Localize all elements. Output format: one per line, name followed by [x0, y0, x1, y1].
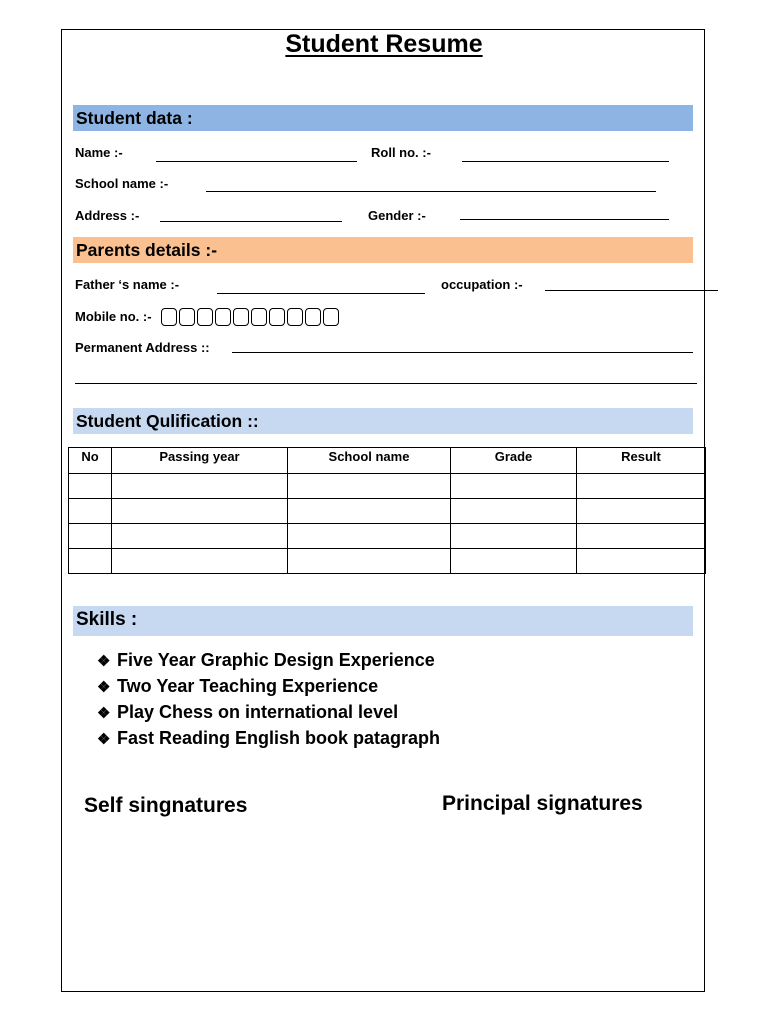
list-item: [97, 700, 440, 726]
table-row: [69, 524, 706, 549]
roll-no-label: Roll no. :-: [371, 145, 431, 160]
self-signature-label: Self singnatures: [84, 794, 248, 817]
skill-text: Play Chess on international level: [117, 702, 399, 722]
table-cell[interactable]: [288, 499, 451, 524]
table-cell[interactable]: [69, 499, 112, 524]
name-label: Name :-: [75, 145, 123, 160]
gender-field[interactable]: [460, 219, 669, 220]
table-cell[interactable]: [69, 474, 112, 499]
col-header-result: Result: [577, 448, 706, 474]
section-parents-details: Parents details :-: [73, 237, 693, 263]
address-field[interactable]: [160, 221, 342, 222]
four-diamond-bullet-icon: ❖: [97, 731, 111, 748]
occupation-label: occupation :-: [441, 277, 523, 292]
school-name-label: School name :-: [75, 176, 169, 191]
col-header-grade: Grade: [451, 448, 577, 474]
list-item: [97, 674, 440, 700]
table-cell[interactable]: [451, 549, 577, 574]
table-cell[interactable]: [69, 549, 112, 574]
skill-text: Two Year Teaching Experience: [117, 676, 379, 696]
table-cell[interactable]: [112, 474, 288, 499]
table-row: [69, 474, 706, 499]
gender-label: Gender :-: [368, 208, 426, 223]
mobile-digit-box[interactable]: [305, 308, 321, 326]
section-student-data: Student data :: [73, 105, 693, 131]
table-cell[interactable]: [451, 499, 577, 524]
table-cell[interactable]: [112, 524, 288, 549]
col-header-school-name: School name: [288, 448, 451, 474]
table-cell[interactable]: [288, 474, 451, 499]
four-diamond-bullet-icon: ❖: [97, 705, 111, 722]
table-row: [69, 549, 706, 574]
mobile-no-label: Mobile no. :-: [75, 309, 152, 324]
permanent-address-field-line-2[interactable]: [75, 383, 697, 384]
skill-text: Fast Reading English book patagraph: [117, 728, 441, 748]
mobile-digit-box[interactable]: [197, 308, 213, 326]
table-cell[interactable]: [451, 524, 577, 549]
school-name-field[interactable]: [206, 191, 656, 192]
list-item: [97, 648, 440, 674]
principal-signature-label: Principal signatures: [442, 792, 643, 815]
section-qualification: Student Qulification ::: [73, 408, 693, 434]
table-cell[interactable]: [577, 524, 706, 549]
mobile-digit-box[interactable]: [323, 308, 339, 326]
mobile-digit-box[interactable]: [179, 308, 195, 326]
permanent-address-field[interactable]: [232, 352, 693, 353]
mobile-digit-box[interactable]: [287, 308, 303, 326]
mobile-digit-box[interactable]: [161, 308, 177, 326]
roll-no-field[interactable]: [462, 161, 669, 162]
four-diamond-bullet-icon: ❖: [97, 679, 111, 696]
table-cell[interactable]: [112, 549, 288, 574]
father-name-label: Father ‘s name :-: [75, 277, 180, 292]
mobile-digit-box[interactable]: [215, 308, 231, 326]
occupation-field[interactable]: [545, 290, 718, 291]
table-cell[interactable]: [577, 499, 706, 524]
table-cell[interactable]: [577, 474, 706, 499]
skills-list: [97, 648, 440, 752]
table-cell[interactable]: [451, 474, 577, 499]
col-header-passing-year: Passing year: [112, 448, 288, 474]
father-name-field[interactable]: [217, 293, 425, 294]
table-row: [69, 499, 706, 524]
name-field[interactable]: [156, 161, 357, 162]
skill-text: Five Year Graphic Design Experience: [117, 650, 435, 670]
table-cell[interactable]: [577, 549, 706, 574]
list-item: [97, 726, 440, 752]
table-cell[interactable]: [112, 499, 288, 524]
permanent-address-label: Permanent Address ::: [75, 340, 210, 355]
col-header-no: No: [69, 448, 112, 474]
table-header-row: [69, 448, 706, 474]
section-skills: Skills :: [73, 606, 693, 636]
four-diamond-bullet-icon: ❖: [97, 653, 111, 670]
address-label: Address :-: [75, 208, 140, 223]
page-title: Student Resume: [285, 30, 483, 58]
mobile-digit-box[interactable]: [269, 308, 285, 326]
mobile-digit-box[interactable]: [251, 308, 267, 326]
table-cell[interactable]: [69, 524, 112, 549]
mobile-digit-box[interactable]: [233, 308, 249, 326]
table-cell[interactable]: [288, 524, 451, 549]
table-cell[interactable]: [288, 549, 451, 574]
qualification-table: [68, 447, 706, 574]
